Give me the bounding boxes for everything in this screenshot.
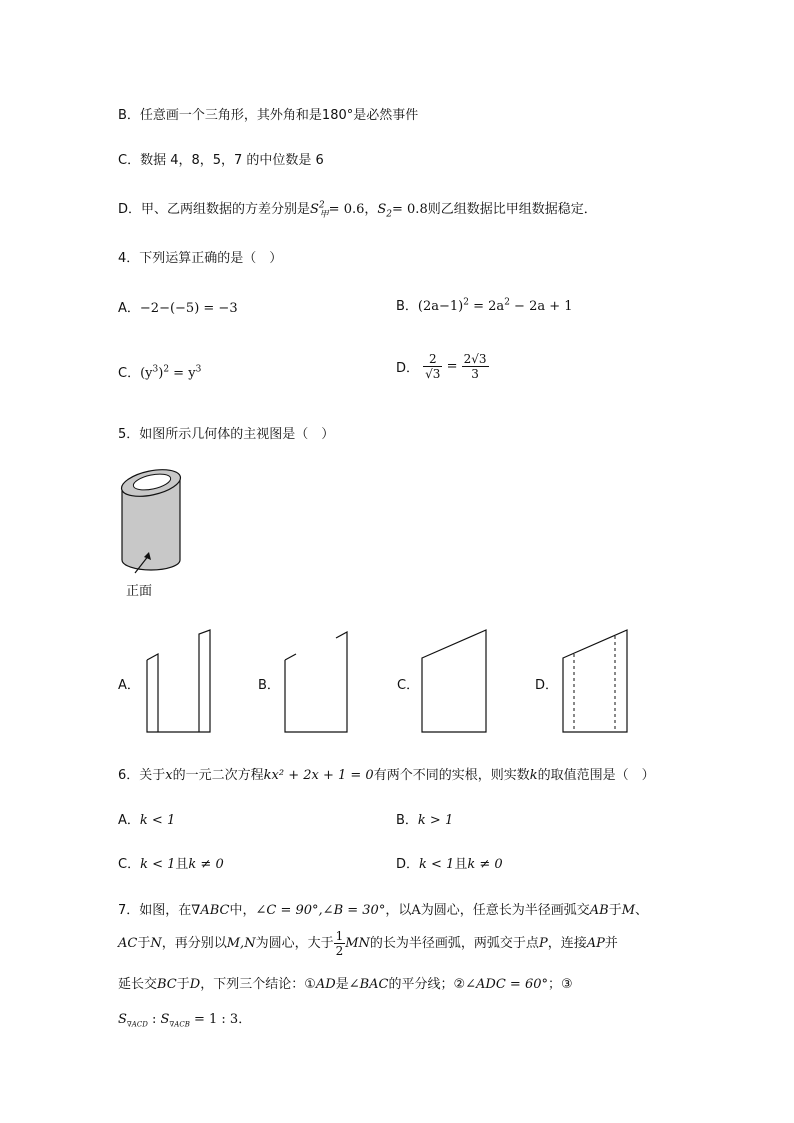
q5-option-b-figure bbox=[284, 630, 350, 734]
q3-option-b: B．任意画一个三角形，其外角和是180°是必然事件 bbox=[118, 108, 419, 123]
q6-option-b: B．k > 1 bbox=[396, 813, 454, 828]
q4-stem: 4．下列运算正确的是（ ） bbox=[118, 251, 283, 266]
q5-option-a-figure bbox=[146, 628, 212, 734]
q6-option-a: A．k < 1 bbox=[118, 813, 176, 828]
q7-line-4: $S_{\nabla ACD}$ : $S_{\nabla ACB} = 1$ : 3． bbox=[118, 1012, 252, 1029]
front-label: 正面 bbox=[126, 584, 153, 599]
q4-option-c: C．$(y^3)^2 = y^3$ bbox=[118, 364, 202, 381]
q5-option-d-figure bbox=[562, 628, 630, 734]
q7-line-1: 7．如图，在∇ABC中，∠C = 90°,∠B = 30°，以A为圆心，任意长为半径画弧交AB于M、 bbox=[118, 903, 649, 918]
q3-option-c: C．数据 4，8，5，7 的中位数是 6 bbox=[118, 153, 324, 168]
q4-option-d: D． $\frac{2}{√3}$ = $\frac{2√3}{3}$ bbox=[396, 352, 487, 381]
fraction-2: $\frac{2√3}{3}$ bbox=[463, 352, 487, 381]
variance-symbol: $S^2_甲$ bbox=[310, 200, 329, 220]
cylinder-figure bbox=[115, 465, 195, 575]
q4-option-b: B．$(2a-1)^2 = 2a^2 - 2a + 1$ bbox=[396, 297, 573, 314]
variance-symbol-2: $S_2$ bbox=[377, 202, 393, 220]
q5-option-b-label: B． bbox=[258, 678, 280, 693]
fraction-half: $\frac{1}{2}$ bbox=[335, 929, 344, 958]
q5-option-c-figure bbox=[421, 628, 489, 734]
q5-stem: 5．如图所示几何体的主视图是（ ） bbox=[118, 427, 335, 442]
q4-option-a: A．−2−(−5) = −3 bbox=[118, 301, 238, 316]
q5-option-a-label: A． bbox=[118, 678, 140, 693]
q3-option-d: D．甲、乙两组数据的方差分别是$S^2_甲= 0.6$，$S_2= 0.8$则乙组数据比甲组数据稳定． bbox=[118, 200, 597, 220]
q5-option-c-label: C． bbox=[397, 678, 420, 693]
fraction: $\frac{2}{√3}$ bbox=[425, 352, 441, 381]
q5-option-d-label: D． bbox=[535, 678, 559, 693]
q7-line-3: 延长交BC于D，下列三个结论：①AD是∠BAC的平分线；②∠ADC = 60°；③ bbox=[118, 977, 573, 992]
q7-line-2: AC于N，再分别以M,N为圆心，大于 $\frac{1}{2}$ MN的长为半径画弧，两弧交于点P，连接AP并 bbox=[118, 929, 618, 958]
q6-stem: 6．关于x的一元二次方程kx² + 2x + 1 = 0有两个不同的实根，则实数k的取值范围是（ ） bbox=[118, 768, 655, 783]
q6-option-d: D．k < 1且k ≠ 0 bbox=[396, 857, 503, 872]
q6-option-c: C．k < 1且k ≠ 0 bbox=[118, 857, 224, 872]
